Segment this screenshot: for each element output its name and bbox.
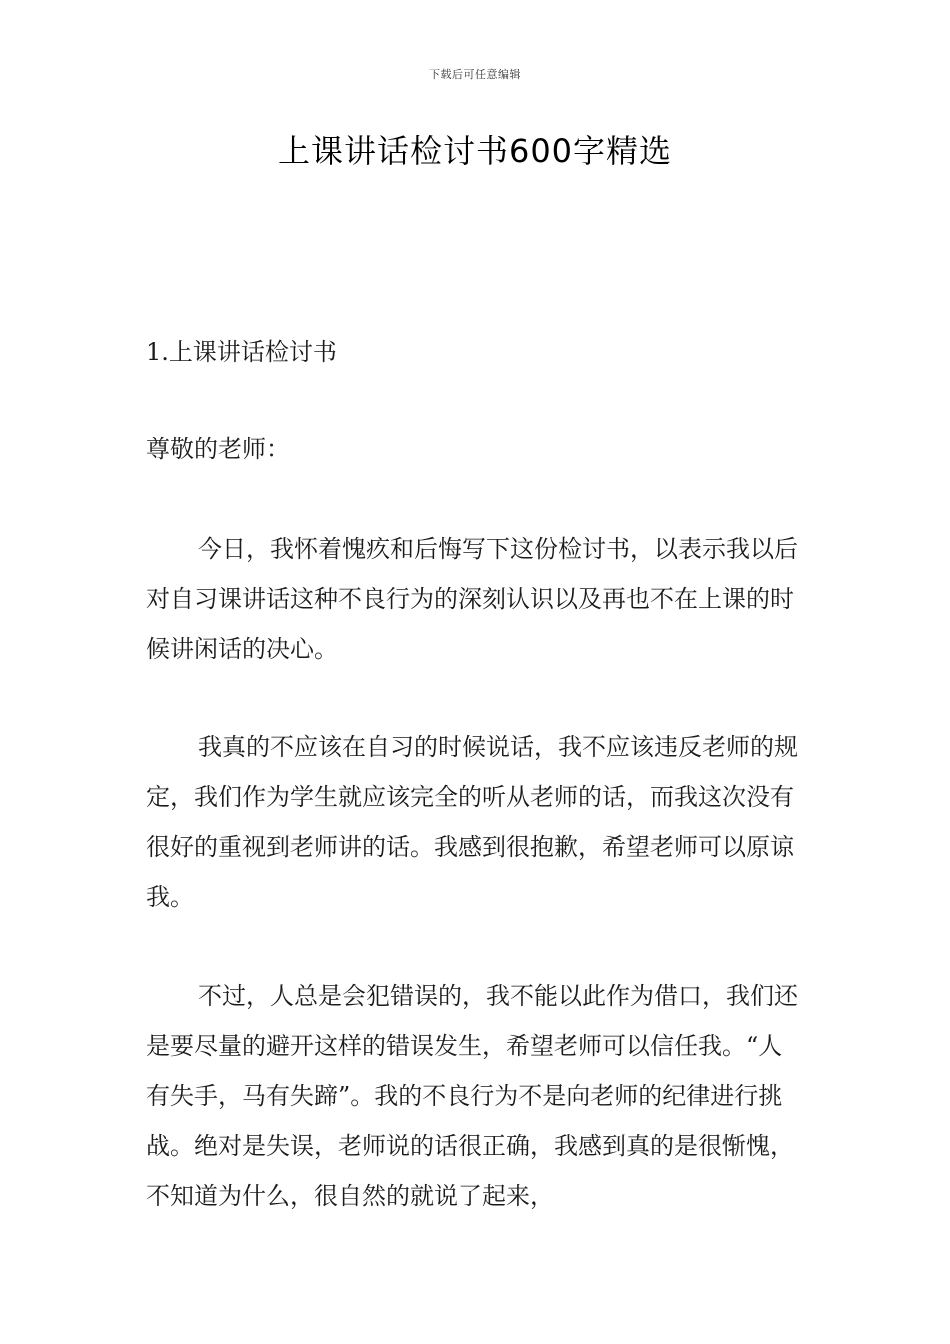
section-heading: 1.上课讲话检讨书 [146,338,337,366]
document-title: 上课讲话检讨书600字精选 [277,132,673,170]
header-note: 下载后可任意编辑 [429,68,521,81]
paragraph-2: 我真的不应该在自习的时候说话，我不应该违反老师的规定，我们作为学生就应该完全的听从老师的话，而我这次没有很好的重视到老师讲的话。我感到很抱歉，希望老师可以原谅我。 [146,733,798,911]
salutation: 尊敬的老师： [146,435,290,463]
paragraph-3: 不过，人总是会犯错误的，我不能以此作为借口，我们还是要尽量的避开这样的错误发生，希望老师可以信任我。“人有失手，马有失蹄”。我的不良行为不是向老师的纪律进行挑战。绝对是失误，老师说的话很正确，我感到真的是很惭愧，不知道为什么，很自然的就说了起来， [146,982,798,1210]
paragraph-1: 今日，我怀着愧疚和后悔写下这份检讨书，以表示我以后对自习课讲话这种不良行为的深刻认识以及再也不在上课的时候讲闲话的决心。 [146,535,798,663]
